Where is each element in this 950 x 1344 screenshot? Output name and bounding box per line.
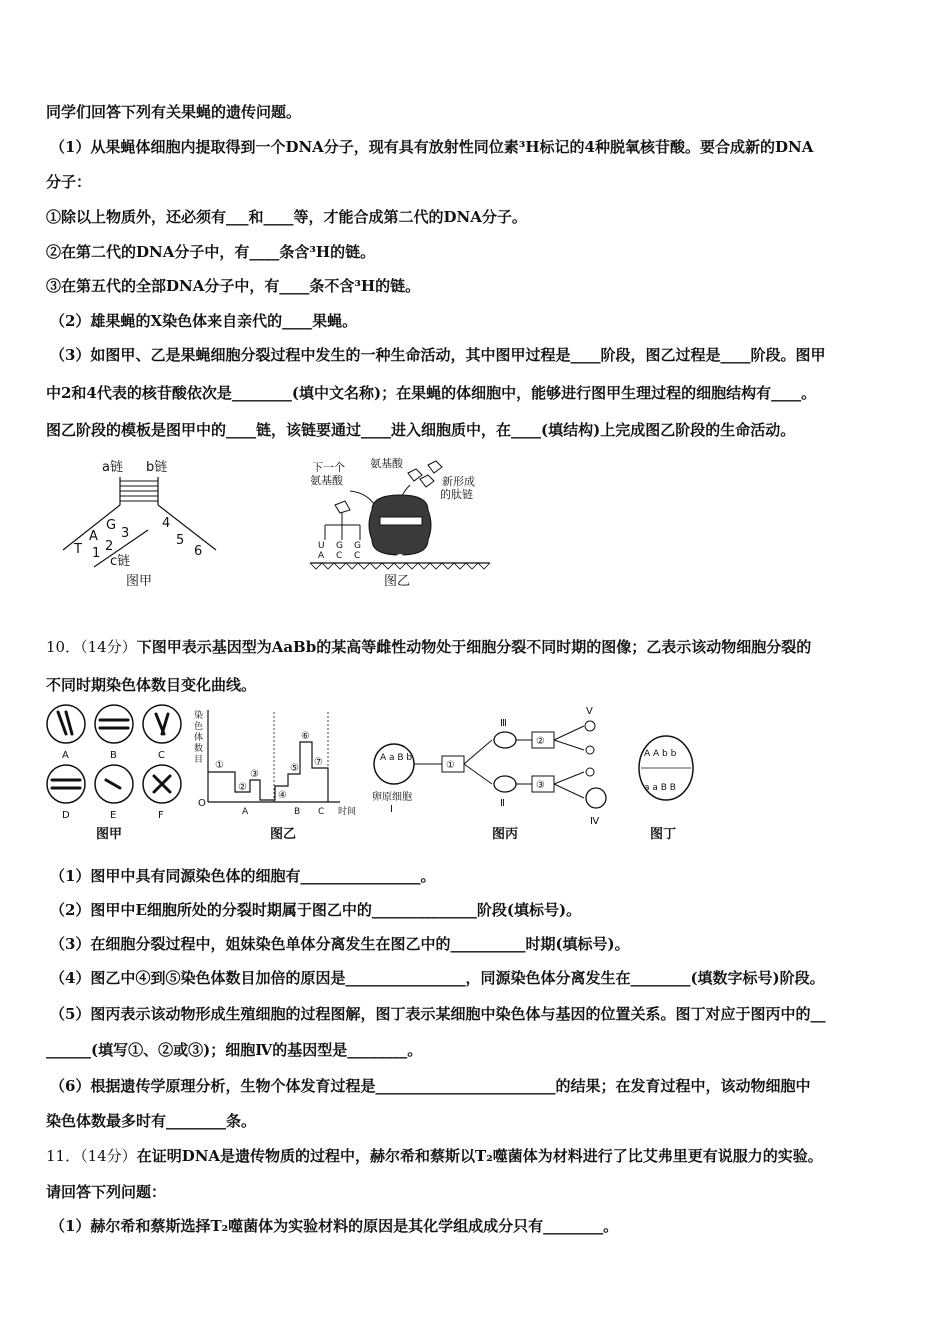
cell-label-D: D bbox=[62, 810, 70, 821]
base-A: A bbox=[89, 529, 98, 544]
q11-stem-text: 在证明DNA是遗传物质的过程中，赫尔希和蔡斯以T₂噬菌体为材料进行了比艾弗里更有说服力的实验。 bbox=[136, 1147, 823, 1165]
figure10-ding-cell bbox=[636, 702, 696, 844]
stage-1: ① bbox=[446, 760, 455, 771]
cell-label-B: B bbox=[110, 750, 117, 761]
cell-III: Ⅲ bbox=[500, 718, 507, 729]
q10-number: 10．（14分） bbox=[46, 638, 137, 656]
figure-yi-caption: 图乙 bbox=[384, 574, 411, 589]
xtick-A: A bbox=[242, 807, 249, 817]
figure-yi-translation bbox=[300, 455, 500, 590]
codon-C2: C bbox=[354, 551, 361, 561]
cell-label-A: A bbox=[62, 750, 69, 761]
cell-IV: Ⅳ bbox=[590, 816, 600, 827]
ding-genes-top: A A b b bbox=[644, 749, 677, 759]
q10-part2: （2）图甲中E细胞所处的分裂时期属于图乙中的______________阶段(填标号)。 bbox=[50, 901, 582, 919]
seg-5: ⑤ bbox=[290, 763, 299, 774]
q9-sub2: ②在第二代的DNA分子中，有____条含³H的链。 bbox=[46, 243, 376, 261]
q9-part3c: 图乙阶段的模板是图甲中的____链，该链要通过____进入细胞质中，在____(填结构)上完成图乙阶段的生命活动。 bbox=[46, 421, 796, 439]
ding-genes-bottom: a a B B bbox=[644, 783, 676, 793]
q10-part3: （3）在细胞分裂过程中，姐妹染色单体分离发生在图乙中的__________时期(填标号)。 bbox=[50, 935, 630, 953]
seg-3: ③ bbox=[250, 769, 259, 780]
origin-cell-label: 卵原细胞 bbox=[372, 792, 412, 803]
q9-part3a: （3）如图甲、乙是果蝇细胞分裂过程中发生的一种生命活动，其中图甲过程是____阶段，图乙过程是____阶段。图甲 bbox=[50, 346, 826, 364]
cell-label-C: C bbox=[158, 750, 165, 761]
codon-C: C bbox=[336, 551, 343, 561]
num-5: 5 bbox=[176, 533, 185, 548]
next-aa-label: 下一个 bbox=[312, 461, 345, 474]
figure10-bing-oogenesis bbox=[370, 702, 635, 844]
cell-label-F: F bbox=[158, 810, 164, 821]
figure10-jia-cells bbox=[44, 702, 186, 844]
num-4: 4 bbox=[162, 516, 171, 531]
q9-sub1: ①除以上物质外，还必须有___和____等，才能合成第二代的DNA分子。 bbox=[46, 208, 527, 226]
ylabel-1: 染 bbox=[194, 711, 204, 721]
origin-label: O bbox=[198, 798, 206, 809]
origin-cell-num: Ⅰ bbox=[390, 804, 393, 815]
figure-jia-caption: 图甲 bbox=[126, 574, 153, 589]
figure10-jia-caption: 图甲 bbox=[96, 827, 123, 842]
figure-jia-dna bbox=[58, 455, 228, 590]
new-chain-label: 新形成 bbox=[442, 475, 475, 488]
num-6: 6 bbox=[194, 544, 203, 559]
seg-7: ⑦ bbox=[314, 757, 323, 768]
seg-2: ② bbox=[238, 782, 247, 793]
xtick-C: C bbox=[318, 807, 325, 817]
ylabel-4: 数 bbox=[194, 744, 204, 754]
a-chain-label: a链 bbox=[102, 460, 123, 475]
figure10-bing-caption: 图丙 bbox=[492, 827, 519, 842]
q9-sub3: ③在第五代的全部DNA分子中，有____条不含³H的链。 bbox=[46, 277, 421, 295]
cell-II: Ⅱ bbox=[500, 798, 505, 809]
q10-part5b: ______(填写①、②或③)；细胞Ⅳ的基因型是________。 bbox=[46, 1041, 423, 1059]
figure10-yi-caption: 图乙 bbox=[270, 827, 297, 842]
xtick-B: B bbox=[294, 807, 301, 817]
q10-stem-a bbox=[46, 637, 910, 657]
intro-text: 同学们回答下列有关果蝇的遗传问题。 bbox=[46, 103, 302, 121]
gene-label-Aa: A a B b bbox=[380, 753, 413, 763]
xlabel: 时间 bbox=[338, 807, 357, 817]
figure10-ding-caption: 图丁 bbox=[650, 827, 677, 842]
codon-U: U bbox=[318, 541, 325, 551]
new-chain-label-2: 的肽链 bbox=[440, 488, 473, 501]
c-chain-label: c链 bbox=[110, 554, 131, 569]
q9-part2: （2）雄果蝇的X染色体来自亲代的____果蝇。 bbox=[50, 312, 358, 330]
ylabel-3: 体 bbox=[194, 733, 204, 743]
cell-label-E: E bbox=[110, 810, 117, 821]
seg-1: ① bbox=[215, 760, 224, 771]
q10-stem-b: 不同时期染色体数目变化曲线。 bbox=[46, 676, 257, 694]
num-2: 2 bbox=[105, 539, 114, 554]
seg-6: ⑥ bbox=[301, 731, 310, 742]
seg-4: ④ bbox=[278, 790, 287, 801]
q10-part4: （4）图乙中④到⑤染色体数目加倍的原因是________________，同源染色体分离发生在________(填数字标号)阶段。 bbox=[50, 969, 825, 987]
q11-stem-b: 请回答下列问题： bbox=[46, 1183, 167, 1201]
base-T: T bbox=[74, 542, 82, 557]
q9-part3b: 中2和4代表的核苷酸依次是________(填中文名称)；在果蝇的体细胞中，能够进行图甲生理过程的细胞结构有____。 bbox=[46, 384, 817, 402]
codon-A: A bbox=[318, 551, 325, 561]
q11-part1: （1）赫尔希和蔡斯选择T₂噬菌体为实验材料的原因是其化学组成成分只有________。 bbox=[50, 1217, 619, 1235]
ylabel-5: 目 bbox=[194, 755, 204, 765]
q10-part6a: （6）根据遗传学原理分析，生物个体发育过程是________________________的结果；在发育过程中，该动物细胞中 bbox=[50, 1077, 811, 1095]
next-aa-label-2: 氨基酸 bbox=[310, 474, 343, 487]
q11-stem-a bbox=[46, 1146, 910, 1166]
codon-G: G bbox=[336, 541, 343, 551]
q9-part1: （1）从果蝇体细胞内提取得到一个DNA分子，现有具有放射性同位素³H标记的4种脱氧核苷酸。要合成新的DNA bbox=[50, 138, 814, 156]
q10-part1: （1）图甲中具有同源染色体的细胞有________________。 bbox=[50, 867, 436, 885]
num-3: 3 bbox=[121, 526, 130, 541]
q10-part6b: 染色体数最多时有________条。 bbox=[46, 1112, 257, 1130]
stage-2: ② bbox=[536, 736, 545, 747]
b-chain-label: b链 bbox=[146, 460, 168, 475]
q10-stem-text: 下图甲表示基因型为AaBb的某高等雌性动物处于细胞分裂不同时期的图像；乙表示该动物细胞分裂的 bbox=[136, 638, 812, 656]
codon-G2: G bbox=[354, 541, 361, 551]
q10-part5a: （5）图丙表示该动物形成生殖细胞的过程图解，图丁表示某细胞中染色体与基因的位置关系。图丁对应于图丙中的__ bbox=[50, 1005, 826, 1023]
num-1: 1 bbox=[92, 546, 101, 561]
stage-3: ③ bbox=[536, 780, 545, 791]
aa-label: 氨基酸 bbox=[370, 457, 403, 470]
figure10-yi-curve bbox=[190, 702, 365, 844]
q11-number: 11．（14分） bbox=[46, 1147, 137, 1165]
cell-V: Ⅴ bbox=[586, 706, 593, 717]
q9-part1-cont: 分子： bbox=[46, 173, 92, 191]
base-G: G bbox=[106, 518, 117, 533]
ylabel-2: 色 bbox=[194, 722, 204, 732]
